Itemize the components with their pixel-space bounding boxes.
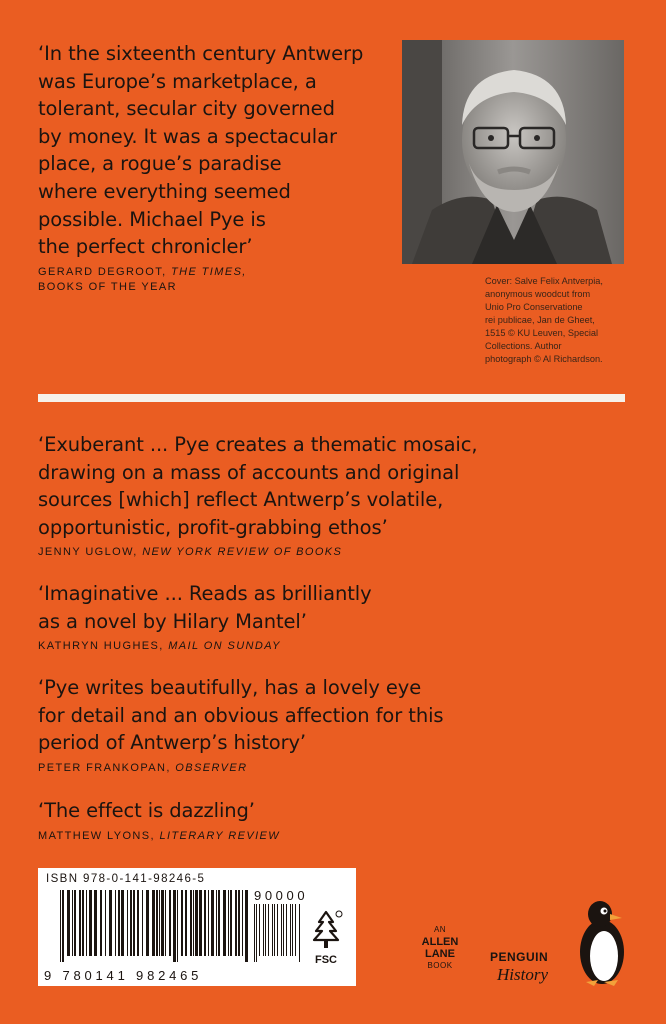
barcode-bar — [161, 890, 164, 956]
barcode-bar — [74, 890, 76, 956]
barcode-bar — [127, 890, 128, 956]
barcode-bar — [199, 890, 202, 956]
attribution-publication: MAIL ON SUNDAY — [168, 640, 281, 653]
imprint-lane: LANE — [425, 948, 455, 960]
barcode-bar — [193, 890, 194, 956]
barcode-bar — [62, 890, 64, 962]
attribution-publication: LITERARY REVIEW — [159, 829, 281, 842]
isbn-label: ISBN 978-0-141-98246-5 — [46, 873, 206, 885]
barcode-bar — [268, 904, 269, 956]
barcode-bar — [146, 890, 149, 956]
barcode-bar — [82, 890, 84, 956]
attribution-extra: BOOKS OF THE YEAR — [38, 280, 177, 293]
attribution-author: KATHRYN HUGHES, — [38, 640, 169, 653]
barcode-bar — [72, 890, 73, 956]
barcode-bar — [165, 890, 166, 956]
quote-attribution — [38, 829, 598, 844]
author-portrait-illustration — [402, 40, 624, 264]
barcode-bar — [79, 890, 81, 956]
addon-barcode — [254, 904, 302, 962]
attribution-author: JENNY UGLOW, — [38, 546, 143, 559]
isbn-barcode — [60, 890, 248, 962]
barcode-bar — [156, 890, 158, 956]
barcode-bar — [283, 904, 284, 956]
barcode-bar — [292, 904, 293, 956]
barcode-bar — [185, 890, 187, 956]
quote-attribution — [38, 761, 598, 776]
barcode-bar — [100, 890, 102, 956]
history-wordmark: History — [497, 965, 548, 984]
barcode-bar — [263, 904, 264, 956]
quote-text: ‘Imaginative ... Reads as brilliantly as a novel by Hilary Mantel’ — [38, 582, 372, 633]
barcode-bar — [295, 904, 296, 956]
quote-frankopan — [38, 674, 598, 776]
quote-text: ‘In the sixteenth century Antwerp was Europe’s marketplace, a tolerant, secular city governed by money. It was a spectacular place, a rogue’s paradise where everything seemed possible. Michael Pye is the perfect chronicler’ — [38, 42, 364, 259]
allen-lane-imprint — [420, 924, 460, 972]
imprint-an: AN — [433, 925, 447, 934]
barcode-bar — [109, 890, 112, 956]
quote-text: ‘Exuberant ... Pye creates a thematic mosaic, drawing on a mass of accounts and original sources [which] reflect Antwerp’s volatile, opportunistic, profit-grabbing ethos’ — [38, 433, 478, 539]
barcode-bar — [118, 890, 120, 956]
barcode-bar — [230, 890, 232, 956]
quote-attribution — [38, 545, 598, 560]
barcode-bar — [272, 904, 273, 956]
quote-text: ‘The effect is dazzling’ — [38, 799, 255, 822]
barcode-bar — [159, 890, 160, 956]
penguin-logo-icon — [574, 896, 630, 988]
imprint-book: BOOK — [427, 961, 453, 970]
attribution-publication: THE TIMES, — [171, 265, 247, 278]
barcode-bar — [115, 890, 116, 956]
quote-uglow — [38, 431, 598, 560]
barcode-bar — [242, 890, 243, 956]
barcode-bar — [190, 890, 192, 956]
barcode-bar — [204, 890, 206, 956]
barcode-bar — [169, 890, 171, 956]
cover-credit: Cover: Salve Felix Antverpia, anonymous woodcut from Unio Pro Conservatione rei publicae, Jan de Gheet, 1515 © KU Leuven, Special Collections. Author photograph © Al Richardson. — [485, 276, 603, 364]
barcode-bar — [277, 904, 278, 956]
barcode-bar — [67, 890, 70, 956]
attribution-author: GERARD DEGROOT, — [38, 265, 172, 278]
quote-lyons — [38, 797, 598, 844]
barcode-bar — [281, 904, 282, 956]
quote-hughes — [38, 580, 598, 654]
barcode-addon-digits: 90000 — [254, 888, 309, 903]
quote-attribution — [38, 639, 598, 654]
barcode-bar — [86, 890, 87, 956]
attribution-author: PETER FRANKOPAN, — [38, 761, 176, 774]
barcode-bar — [181, 890, 183, 956]
quote-attribution — [38, 265, 388, 295]
barcode-bar — [228, 890, 229, 956]
barcode-digits: 9 780141 982465 — [44, 968, 203, 983]
quote-text: ‘Pye writes beautifully, has a lovely eye for detail and an obvious affection for this period of Antwerp’s history’ — [38, 676, 444, 755]
fsc-label: FSC — [315, 954, 337, 966]
barcode-bar — [137, 890, 139, 956]
barcode-bar — [223, 890, 226, 956]
barcode-bar — [211, 890, 214, 956]
barcode-bar — [299, 904, 300, 962]
barcode-bar — [60, 890, 61, 962]
barcode-bar — [290, 904, 291, 956]
barcode-bar — [177, 890, 178, 962]
barcode-bar — [274, 904, 275, 956]
barcode-bar — [218, 890, 220, 956]
barcode-bar — [286, 904, 287, 956]
barcode-bar — [152, 890, 155, 956]
attribution-author: MATTHEW LYONS, — [38, 829, 160, 842]
barcode-bar — [208, 890, 209, 956]
imprint-allen: ALLEN — [421, 936, 459, 948]
attribution-publication: NEW YORK REVIEW OF BOOKS — [142, 546, 343, 559]
barcode-bar — [133, 890, 135, 956]
barcode-bar — [254, 904, 255, 962]
barcode-bar — [245, 890, 248, 962]
barcode-bar — [235, 890, 237, 956]
barcode-bar — [105, 890, 106, 956]
barcode-bar — [130, 890, 132, 956]
penguin-wordmark: PENGUIN — [490, 950, 549, 964]
barcode-bar — [238, 890, 240, 956]
barcode-bar — [121, 890, 124, 956]
barcode-bar — [89, 890, 92, 956]
barcode-bar — [94, 890, 97, 956]
barcode-bar — [142, 890, 143, 956]
fsc-tree-icon — [309, 910, 343, 950]
barcode-bar — [195, 890, 198, 956]
divider — [38, 394, 625, 402]
barcode-bar — [265, 904, 266, 956]
fsc-logo — [306, 910, 346, 966]
barcode-bar — [173, 890, 176, 962]
barcode-bar — [256, 904, 257, 962]
barcode-panel — [38, 868, 356, 986]
author-photo — [402, 40, 624, 264]
barcode-bar — [216, 890, 217, 956]
attribution-publication: OBSERVER — [175, 761, 248, 774]
quote-degroot — [38, 40, 388, 295]
barcode-bar — [259, 904, 260, 956]
